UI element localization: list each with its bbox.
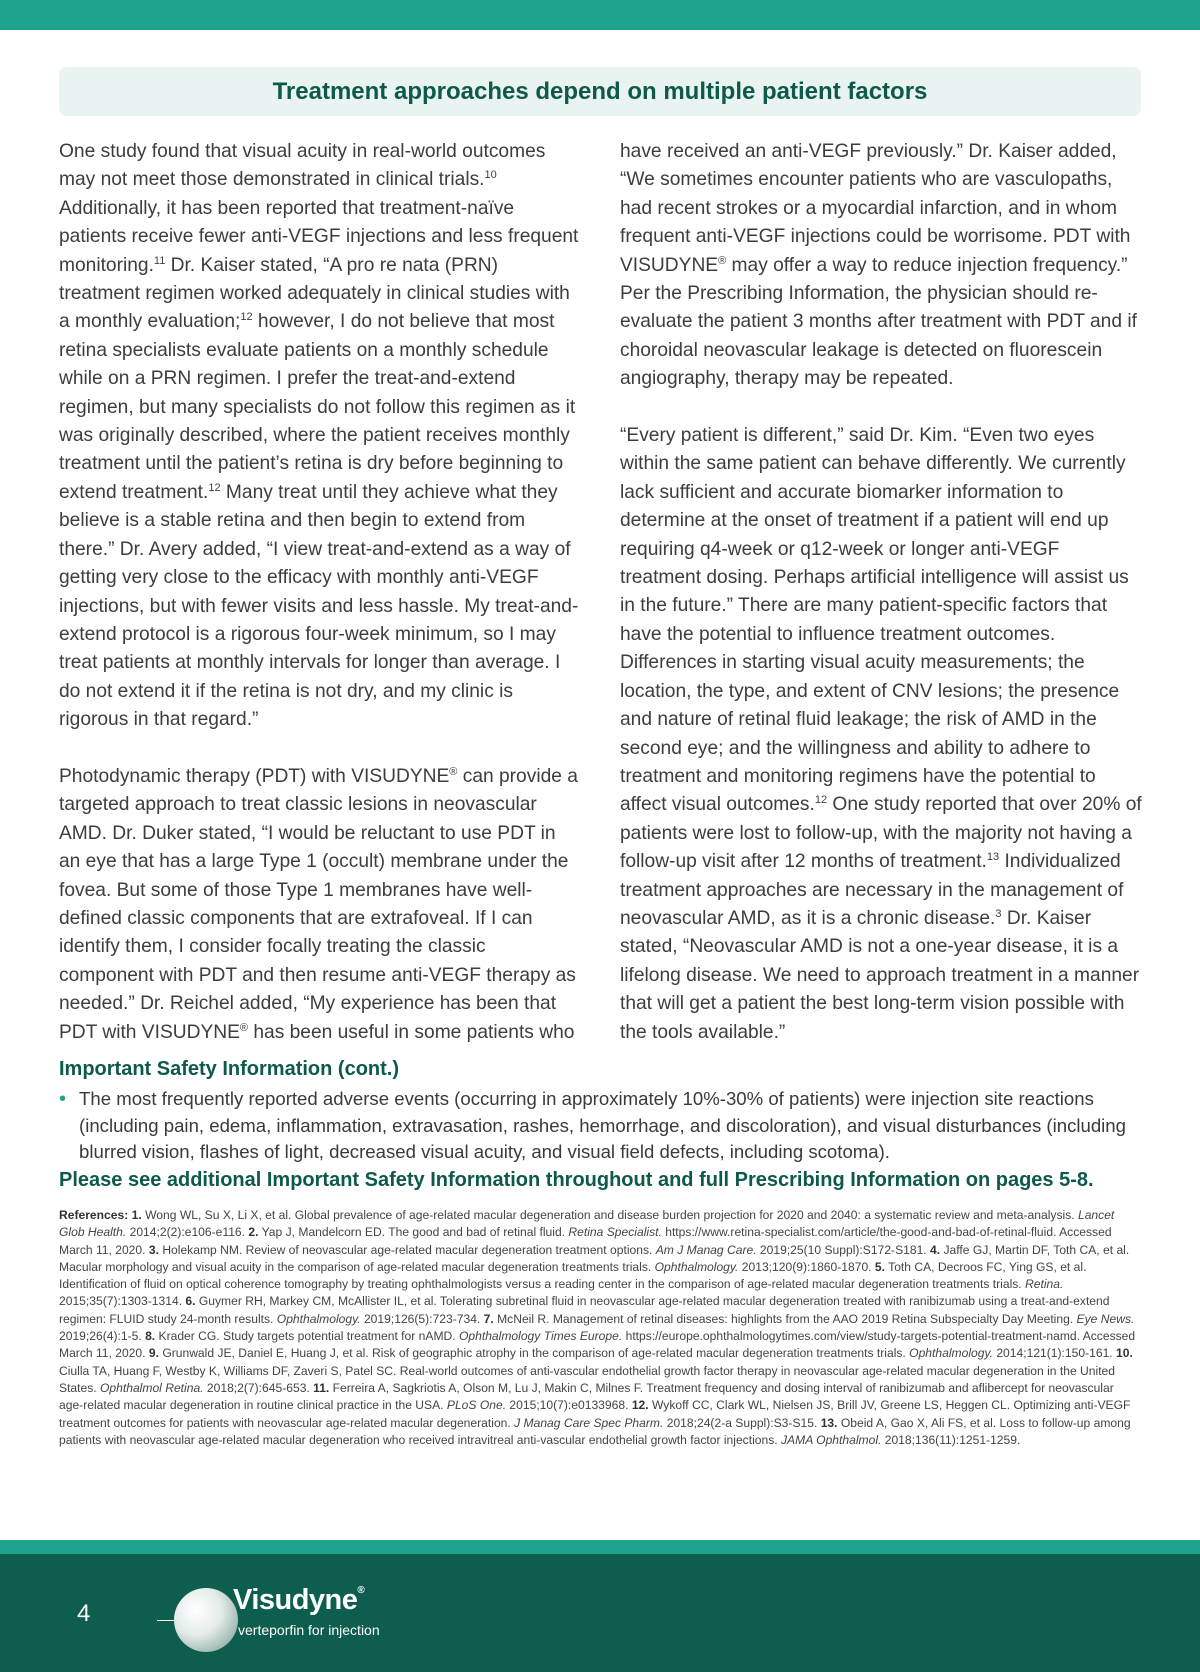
reference-number: 13. [820, 1415, 838, 1430]
reference-number: 9. [148, 1346, 159, 1361]
top-accent-bar [0, 0, 1200, 30]
reference-item: 9. Grunwald JE, Daniel E, Huang J, et al. Risk of geographic atrophy in the comparison of age-related macular degeneration treatments trials. Ophthalmology. 2014;121(1):150-161. [148, 1346, 1117, 1361]
journal-name: JAMA Ophthalmol. [781, 1432, 882, 1447]
journal-name: Ophthalmology Times Europe. [458, 1329, 623, 1344]
superscript: 13 [986, 851, 1000, 864]
superscript: 12 [208, 481, 221, 494]
references-text [59, 1207, 1141, 1449]
brand-tagline: verteporfin for injection [238, 1622, 380, 1638]
body-paragraph: Photodynamic therapy (PDT) with VISUDYNE® can provide a targeted approach to treat classic lesions in neovascular AMD. Dr. Duker stated, “I would be reluctant to use PDT in an eye that has a large Type 1 (occult) membrane under the fovea. But some of those Type 1 membranes have well-defined classic components that are extrafoveal. If I can identify them, I consider focally treating the classic component with PDT and then resume anti-VEGF therapy as needed.” Dr. Reichel added, “My experience has been that PDT with VISUDYNE® has been useful in some patients who [59, 765, 578, 1043]
reference-number: 10. [1116, 1346, 1133, 1361]
superscript: 12 [240, 311, 253, 324]
reference-item: 1. Wong WL, Su X, Li X, et al. Global prevalence of age-related macular degeneration and disease burden projection for 2020 and 2040: a systematic review and meta-analysis. Lancet Glob Health. 2014;2(2):e106-e116. [59, 1208, 1115, 1240]
journal-name: Am J Manag Care. [655, 1242, 757, 1257]
journal-name: Retina. [1025, 1277, 1064, 1292]
references [59, 1207, 1141, 1449]
journal-name: Eye News. [1076, 1311, 1135, 1326]
reference-number: 4. [930, 1242, 941, 1257]
journal-name: Retina Specialist. [568, 1225, 662, 1240]
journal-name: PLoS One. [446, 1398, 507, 1413]
superscript: ® [239, 1021, 249, 1034]
reference-number: 1. [131, 1208, 142, 1222]
journal-name: Ophthalmol Retina. [100, 1380, 204, 1395]
superscript: 11 [153, 254, 166, 267]
journal-name: J Manag Care Spec Pharm. [514, 1415, 664, 1430]
reference-number: 7. [483, 1311, 494, 1326]
reference-number: 11. [313, 1380, 330, 1395]
reference-item: 3. Holekamp NM. Review of neovascular age-related macular degeneration treatment options. Am J Manag Care. 2019;25(10 Suppl):S172-S181. [148, 1242, 931, 1257]
isi-bullet-item: • The most frequently reported adverse events (occurring in approximately 10%-30% of patients) were injection site reactions (including pain, edema, inflammation, extravasation, rashes, hemorrhage, and discoloration), and visual disturbances (including blurred vision, flashes of light, decreased visual acuity, and visual field defects, including scotoma). [59, 1088, 1126, 1162]
reference-item: 11. Ferreira A, Sagkriotis A, Olson M, Lu J, Makin C, Milnes F. Treatment frequency and dosing interval of ranibizumab and aflibercept for neovascular age-related macular degeneration in routine clinical practice in the USA. PLoS One. 2015;10(7):e0133968. [59, 1380, 1114, 1413]
reference-item: 12. Wykoff CC, Clark WL, Nielsen JS, Brill JV, Greene LS, Heggen CL. Optimizing anti-VEGF treatment outcomes for patients with neovascular age-related macular degeneration. J Manag Care Spec Pharm. 2018;24(2-a Suppl):S3-S15. [59, 1398, 1131, 1430]
brand-mark: ® [357, 1585, 365, 1596]
journal-name: Ophthalmology. [276, 1311, 361, 1326]
footer-accent-stripe [0, 1540, 1200, 1554]
page-number: 4 [77, 1600, 91, 1627]
body-paragraph: One study found that visual acuity in real-world outcomes may not meet those demonstrated in clinical trials.$^{10}$ Additionally, it has been reported that treatment-naïve patients receive fewer anti-VEGF injections and less frequent monitoring.$^{11}$ Dr. Kaiser stated, “A pro re nata (PRN) treatment regimen worked adequately in clinical studies with a monthly evaluation;$^{12}$ however, I do not believe that most retina specialists evaluate patients on a monthly schedule while on a PRN regimen. I prefer the treat-and-extend regimen, but many specialists do not follow this regimen as it was originally described, where the patient receives monthly treatment until the patient’s retina is dry before beginning to extend treatment.$^{12}$ Many treat until they achieve what they believe is a stable retina and then begin to extend from there.” Dr. Avery added, “I view treat-and-extend as a way of getting very close to the efficacy with monthly anti-VEGF injections, but with fewer visits and less hassle. My treat-and-extend protocol is a rigorous four-week minimum, so I may treat patients at monthly intervals for longer than average. I do not extend it if the retina is not dry, and my clinic is rigorous in that regard.” [59, 141, 579, 731]
body-column-right [620, 138, 1145, 1047]
body-paragraph: “Every patient is different,” said Dr. Kim. “Even two eyes within the same patient can behave differently. We currently lack sufficient and accurate biomarker information to determine at the onset of treatment if a patient will end up requiring q4-week or q12-week or longer anti-VEGF treatment dosing. Perhaps artificial intelligence will assist us in the future.” There are many patient-specific factors that have the potential to influence treatment outcomes. Differences in starting visual acuity measurements; the location, the type, and extent of CNV lesions; the presence and nature of retinal fluid leakage; the risk of AMD in the second eye; and the willingness and ability to adhere to treatment and monitoring regimens have the potential to affect visual outcomes.$^{12}$ One study reported that over 20% of patients were lost to follow-up, with the majority not having a follow-up visit after 12 months of treatment.$^{13}$ Individualized treatment approaches are necessary in the management of neovascular AMD, as it is a chronic disease.$^3$ Dr. Kaiser stated, “Neovascular AMD is not a one-year disease, it is a lifelong disease. We need to approach treatment in a manner that will get a patient the best long-term vision possible with the tools available.” [620, 425, 1142, 1043]
bullet-icon: • [59, 1088, 67, 1110]
brand-logo-name [233, 1584, 364, 1617]
visudyne-logo-orb-icon [172, 1586, 240, 1654]
references-label: References: [59, 1208, 129, 1222]
superscript: 10 [484, 169, 497, 182]
journal-name: Lancet Glob Health. [59, 1208, 1115, 1240]
reference-item: 8. Krader CG. Study targets potential treatment for nAMD. Ophthalmology Times Europe. https://europe.ophthalmologytimes.com/view/study-targets-potential-treatment-namd. Accessed March 11, 2020. [59, 1329, 1136, 1361]
reference-number: 6. [185, 1294, 196, 1309]
reference-number: 5. [874, 1259, 885, 1274]
important-safety-information [59, 1056, 1141, 1194]
reference-number: 8. [145, 1329, 156, 1344]
reference-number: 2. [248, 1225, 259, 1240]
reference-item: 10. Ciulla TA, Huang F, Westby K, Williams DF, Zaveri S, Patel SC. Real-world outcomes of anti-vascular endothelial growth factor therapy in neovascular age-related macular degeneration in the United States. Ophthalmol Retina. 2018;2(7):645-653. [59, 1346, 1133, 1395]
body-paragraph: have received an anti-VEGF previously.” Dr. Kaiser added, “We sometimes encounter patients who are vasculopaths, had recent strokes or a myocardial infarction, and in whom frequent anti-VEGF injections could be worrisome. PDT with VISUDYNE® may offer a way to reduce injection frequency.” Per the Prescribing Information, the physician should re-evaluate the patient 3 months after treatment with PDT and if choroidal neovascular leakage is detected on fluorescein angiography, therapy may be repeated. [620, 141, 1137, 390]
reference-item: 6. Guymer RH, Markey CM, McAllister IL, et al. Tolerating subretinal fluid in neovascular age-related macular degeneration treated with ranibizumab using a treat-and-extend regimen: FLUID study 24-month results. Ophthalmology. 2019;126(5):723-734. [59, 1294, 1110, 1326]
reference-item: 5. Toth CA, Decroos FC, Ying GS, et al. Identification of fluid on optical coherence tomography by treating ophthalmologists versus a reading center in the comparison of age-related macular degeneration treatments trials. Retina. 2015;35(7):1303-1314. [59, 1259, 1087, 1309]
journal-name: Ophthalmology. [654, 1259, 739, 1274]
brand-name: Visudyne [233, 1584, 358, 1616]
superscript: 3 [995, 907, 1002, 920]
reference-item: 7. McNeil R. Management of retinal diseases: highlights from the AAO 2019 Retina Subspecialty Day Meeting. Eye News. 2019;26(4):1-5. [59, 1311, 1135, 1344]
isi-prescribing-callout: Please see additional Important Safety Information throughout and full Prescribing Information on pages 5-8. [59, 1168, 1094, 1191]
section-title: Treatment approaches depend on multiple patient factors [272, 77, 928, 105]
section-header [59, 67, 1141, 116]
reference-number: 12. [631, 1398, 649, 1413]
superscript: ® [718, 254, 727, 267]
isi-list [59, 1086, 1141, 1166]
reference-item: 4. Jaffe GJ, Martin DF, Toth CA, et al. Macular morphology and visual acuity in the comparison of age-related macular degeneration treatments trials. Ophthalmology. 2013;120(9):1860-1870. [59, 1242, 1130, 1274]
reference-item: 2. Yap J, Mandelcorn ED. The good and bad of retinal fluid. Retina Specialist. https://www.retina-specialist.com/article/the-good-and-bad-of-retinal-fluid. Accessed March 11, 2020. [59, 1225, 1112, 1257]
isi-title: Important Safety Information (cont.) [59, 1058, 399, 1080]
body-column-left [59, 138, 579, 1047]
superscript: ® [449, 765, 458, 778]
journal-name: Ophthalmology. [909, 1346, 993, 1361]
reference-number: 3. [148, 1242, 159, 1257]
superscript: 12 [814, 794, 828, 807]
reference-item: 13. Obeid A, Gao X, Ali FS, et al. Loss to follow-up among patients with neovascular age-related macular degeneration who received intravitreal anti-vascular endothelial growth factor injections. JAMA Ophthalmol. 2018;136(11):1251-1259. [59, 1415, 1131, 1447]
